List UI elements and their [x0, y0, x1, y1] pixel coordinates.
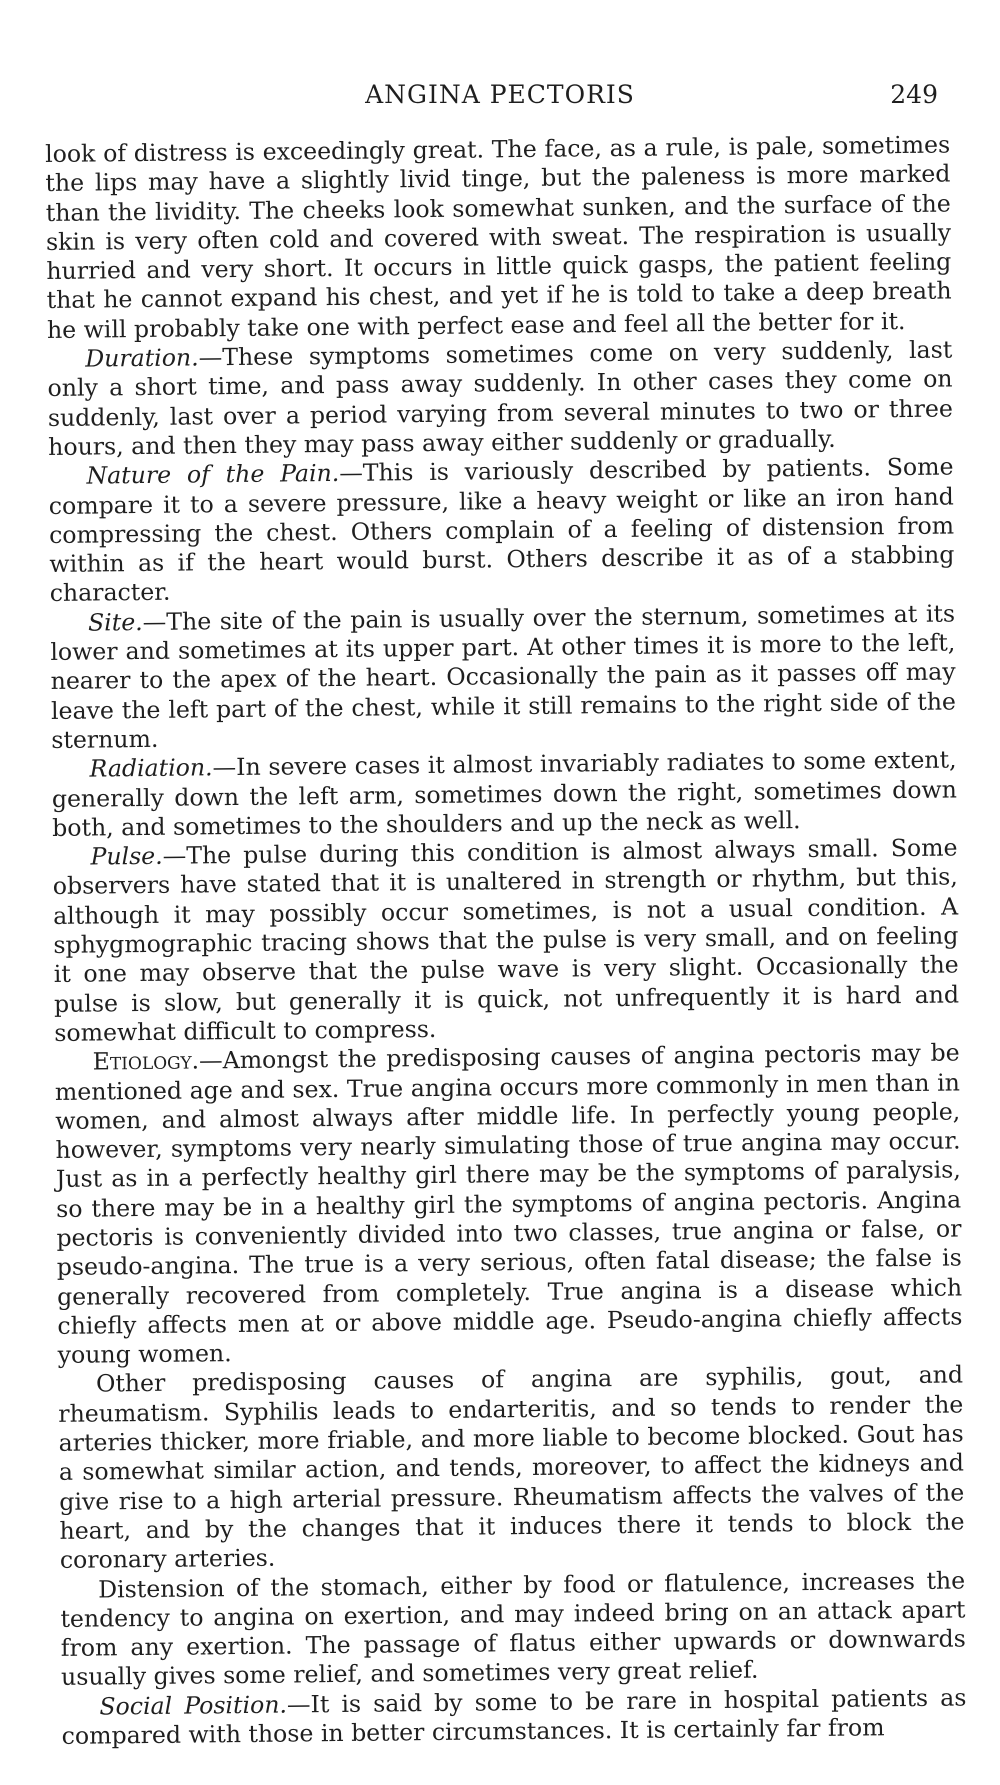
paragraph-etiology: [55, 1039, 963, 1371]
paragraph-radiation: [51, 746, 957, 843]
page-number: 249: [890, 80, 938, 109]
paragraph-lead: Nature of the Pain.: [86, 459, 340, 490]
page-header: [0, 80, 1000, 116]
paragraph-lead: Duration.: [85, 343, 199, 373]
paragraph-lead: Pulse.: [90, 841, 163, 871]
paragraph-text: —The site of the pain is usually over the sternum, sometimes at its lower and sometimes at its upper part. At other times it is more to the left, nearer to the apex of the heart. Occasionally the pain as it passes off may leave the left part of the chest, while it still remains to the right side of the sternum.: [50, 599, 957, 754]
paragraph-text: —The pulse during this condition is almost always small. Some observers have stated that it is unaltered in strength or rhythm, but this, although it may possibly occur sometimes, is not a usual condition. A sphygmographic tracing shows that the pulse is very small, and on feeling it one may observe that the pulse wave is very slight. Occasionally the pulse is slow, but generally it is quick, not unfrequently it is hard and somewhat difficult to compress.: [52, 833, 960, 1047]
paragraph-text: look of distress is exceedingly great. The face, as a rule, is pale, sometimes the lips may have a slightly livid tinge, but the paleness is more marked than the lividity. The cheeks look somewhat sunken, and the surface of the skin is very often cold and covered with sweat. The respiration is usually hurried and very short. It occurs in little quick gasps, the patient feeling that he cannot expand his chest, and yet if he is told to take a deep breath he will probably take one with perfect ease and feel all the better for it.: [45, 130, 952, 344]
paragraph-continuation: [45, 131, 952, 346]
paragraph-text: Other predisposing causes of angina are syphilis, gout, and rheumatism. Syphilis leads to endarteritis, and so tends to render the arteries thicker, more friable, and more liable to become blocked. Gout has a somewhat similar action, and tends, moreover, to affect the kidneys and give rise to a high arterial pressure. Rheumatism affects the valves of the heart, and by the changes that it induces there it tends to block the coronary arteries.: [58, 1360, 965, 1575]
body-text: [45, 131, 967, 1752]
paragraph-text: —Amongst the predisposing causes of angina pectoris may be mentioned age and sex. True angina occurs more commonly in men than in women, and almost always after middle life. In perfectly young people, however, symptoms very nearly simulating those of true angina may occur. Just as in a perfectly healthy girl there may be the symptoms of paralysis, so there may be in a healthy girl the symptoms of angina pectoris. Angina pectoris is conveniently divided into two classes, true angina or false, or pseudo-angina. The true is a very serious, often fatal disease; the false is generally recovered from completely. True angina is a disease which chiefly affects men at or above middle age. Pseudo-angina chiefly affects young women.: [54, 1038, 963, 1370]
paragraph-site: [50, 599, 956, 755]
running-head: ANGINA PECTORIS: [365, 80, 635, 109]
paragraph-lead: Site.: [87, 607, 143, 637]
paragraph-pulse: [52, 834, 959, 1049]
paragraph-text: —In severe cases it almost invariably radiates to some extent, generally down the left arm, sometimes down the right, sometimes down both, and sometimes to the shoulders and up the neck as well.: [51, 745, 957, 842]
paragraph-text: Distension of the stomach, either by food or flatulence, increases the tendency to angina on exertion, and may indeed bring on an attack apart from any exertion. The passage of flatus either upwards or downwards usually gives some relief, and sometimes very great relief.: [60, 1565, 966, 1692]
paragraph-distension: [60, 1566, 966, 1693]
paragraph-text: —These symptoms sometimes come on very suddenly, last only a short time, and pass away suddenly. In other cases they come on suddenly, last over a period varying from several minutes to two or three hours, and then they may pass away either suddenly or gradually.: [47, 335, 954, 461]
paragraph-social-position: [61, 1683, 967, 1751]
paragraph-predisposing-causes: [58, 1361, 965, 1576]
paragraph-text: —It is said by some to be rare in hospital patients as compared with those in better circumstances. It is certainly far from: [61, 1683, 967, 1750]
paragraph-lead: Radiation.: [89, 753, 213, 783]
paragraph-text: —This is variously described by patients. Some compare it to a severe pressure, like a heavy weight or like an iron hand compressing the chest. Others complain of a feeling of distension from within as if the heart would burst. Others describe it as of a stabbing character.: [48, 452, 955, 608]
paragraph-duration: [47, 336, 953, 463]
paragraph-nature-of-pain: [48, 453, 954, 609]
paragraph-lead: Social Position.: [99, 1690, 288, 1721]
section-heading: Etiology.: [92, 1046, 200, 1076]
